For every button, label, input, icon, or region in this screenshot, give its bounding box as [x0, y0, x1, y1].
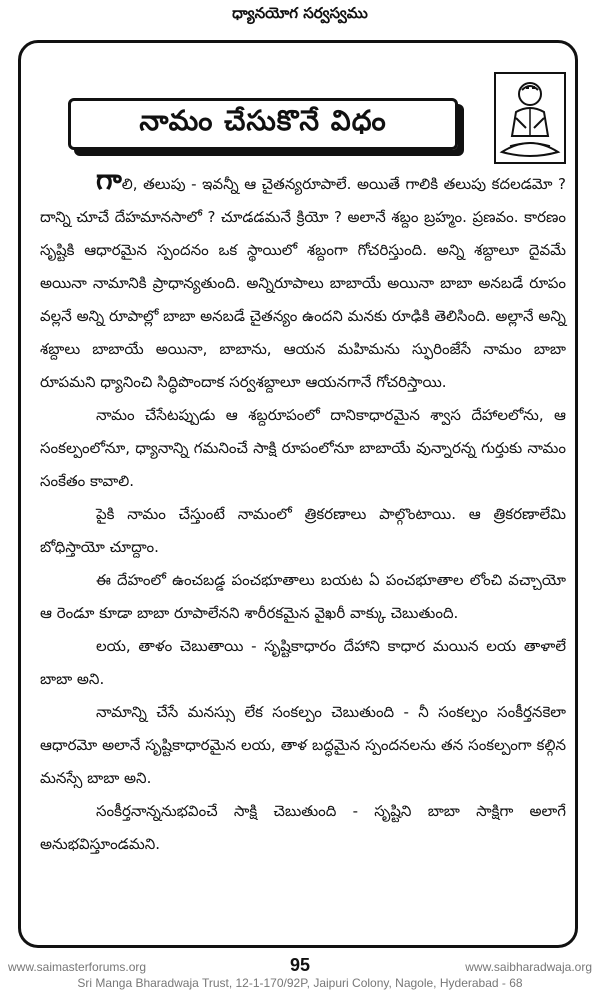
chapter-title: నామం చేసుకొనే విధం [68, 98, 458, 150]
paragraph-5: లయ, తాళం చెబుతాయి - సృష్టికాధారం దేహాని కాధార మయిన లయ తాళాలే బాబా అని. [40, 637, 566, 688]
paragraph-3: పైకి నామం చేస్తుంటే నామంలో త్రికరణాలు పాల్గొంటాయి. ఆ త్రికరణాలేమి బోధిస్తాయో చూద్దాం. [40, 505, 566, 556]
drop-cap: గా [96, 163, 122, 196]
chapter-title-box [68, 98, 458, 150]
website-link-left[interactable]: www.saimasterforums.org [8, 960, 147, 974]
seated-figure-icon [496, 74, 564, 162]
running-title: ధ్యానయోగ సర్వస్వము [232, 4, 368, 22]
paragraph-1: గాలి, తలుపు - ఇవన్నీ ఆ చైతన్యరూపాలే. అయితే గాలికి తలుపు కదలడమో ? దాన్ని చూచే దేహమానసాలో ? చూడడమనే క్రియో ? అలానే శబ్దం బ్రహ్మం. ప్రణవం. కారణం సృష్టికి ఆధారమైన స్పందనం ఒక స్థాయిలో శబ్దంగా గోచరిస్తుంది. అన్ని శబ్దాలూ దైవమే అయినా నామానికి ప్రాధాన్యతుంది. అన్నిరూపాలు బాబాయే అయినా బాబా అనబడే రూపం వల్లనే అన్ని రూపాల్లో బాబా అనబడే చైతన్యం ఉందని మనకు రూఢికి తెలిసింది. అల్లానే అన్ని శబ్దాలు బాబాయే అయినా, బాబాను, ఆయన మహిమను స్ఫురింజేసే నామం బాబా రూపమని ధ్యానించి సిద్ధిపొందాక సర్వశబ్దాలూ ఆయనగానే గోచరిస్తాయి. [40, 163, 566, 391]
seated-figure-illustration [494, 72, 566, 164]
website-link-right[interactable]: www.saibharadwaja.org [465, 960, 592, 974]
paragraph-6: నామాన్ని చేసే మనస్సు లేక సంకల్పం చెబుతుంది - నీ సంకల్పం సంకీర్తనకెలా ఆధారమో అలానే సృష్టికాధారమైన లయ, తాళ బద్ధమైన స్పందనలను తన సంకల్పంగా కల్గిన మనస్సే బాబా అని. [40, 703, 566, 787]
paragraph-7: సంకీర్తనాన్ననుభవించే సాక్షి చెబుతుంది - సృష్టిని బాబా సాక్షిగా అలాగే అనుభవిస్తూండమని. [40, 802, 566, 853]
page-number: 95 [289, 955, 311, 975]
paragraph-2: నామం చేసేటప్పుడు ఆ శబ్దరూపంలో దానికాధారమైన శ్వాస దేహాలలోను, ఆ సంకల్పంలోనూ, ధ్యానాన్ని గమనించే సాక్షి రూపంలోనూ బాబాయే వున్నారన్న గుర్తుకు నామం సంకేతం కావాలి. [40, 406, 566, 490]
publisher-address: Sri Manga Bharadwaja Trust, 12-1-170/92P, Jaipuri Colony, Nagole, Hyderabad - 68 [77, 976, 523, 990]
paragraph-4: ఈ దేహంలో ఉంచబడ్డ పంచభూతాలు బయట ఏ పంచభూతాల లోంచి వచ్చాయో ఆ రెండూ కూడా బాబా రూపాలేనని శారీరకమైన వైఖరీ వాక్కు చెబుతుంది. [40, 571, 566, 622]
article-body [40, 163, 566, 861]
